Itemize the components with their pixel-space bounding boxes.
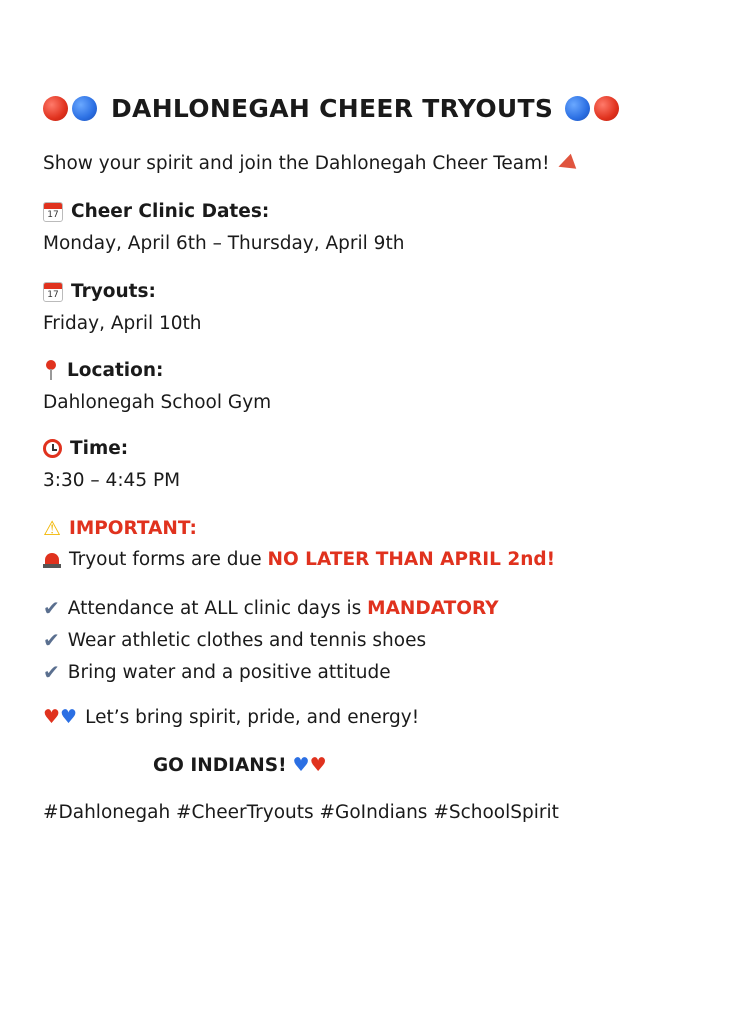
spirit-line [43,707,419,728]
important-label: IMPORTANT: [68,517,197,539]
attendance-text: Attendance at ALL clinic days is [67,597,362,619]
red-circle-icon [43,96,68,121]
tryouts-label: Tryouts: [71,281,156,302]
clinic-dates: Monday, April 6th – Thursday, April 9th [43,233,405,254]
intro-line [43,153,574,174]
title-text: DAHLONEGAH CHEER TRYOUTS [111,94,554,123]
attendance-emph: MANDATORY [367,597,499,619]
clinic-heading [43,201,269,222]
intro-text: Show your spirit and join the Dahlonegah Cheer Team! [43,153,550,174]
red-circle-icon [594,96,619,121]
tryouts-date: Friday, April 10th [43,313,202,334]
go-indians-line [153,755,327,776]
calendar-icon: 17 [43,282,63,302]
time-value: 3:30 – 4:45 PM [43,470,181,491]
time-heading [43,438,128,459]
checklist-attendance [43,596,499,620]
spirit-text: Let’s bring spirit, pride, and energy! [85,707,420,728]
siren-icon [43,551,61,569]
location-label: Location: [67,359,164,381]
bring-text: Bring water and a positive attitude [67,661,391,683]
warning-icon: ⚠ [43,516,61,540]
forms-text: Tryout forms are due [69,549,262,570]
megaphone-icon [555,153,576,174]
hashtags: #Dahlonegah #CheerTryouts #GoIndians #SchoolSpirit [43,802,559,823]
blue-circle-icon [565,96,590,121]
alarm-clock-icon [43,439,62,458]
calendar-icon: 17 [43,202,63,222]
blue-heart-icon: ♥ [60,706,78,728]
location-heading [43,359,163,381]
tryouts-heading [43,281,156,302]
time-label: Time: [70,438,129,459]
forms-deadline: NO LATER THAN APRIL 2nd! [267,549,556,570]
checklist-bring [43,660,391,684]
check-icon: ✔ [43,628,60,652]
check-icon: ✔ [43,596,60,620]
go-indians-text: GO INDIANS! [153,755,287,776]
blue-circle-icon [72,96,97,121]
forms-line [43,549,555,570]
wear-text: Wear athletic clothes and tennis shoes [67,629,427,651]
location-value: Dahlonegah School Gym [43,392,272,413]
flyer-title [43,94,683,123]
checklist-wear [43,628,426,652]
pin-icon [43,359,59,381]
check-icon: ✔ [43,660,60,684]
blue-heart-icon: ♥ [292,754,310,776]
important-heading [43,516,197,540]
red-heart-icon: ♥ [309,754,327,776]
clinic-label: Cheer Clinic Dates: [71,201,270,222]
red-heart-icon: ♥ [43,706,61,728]
